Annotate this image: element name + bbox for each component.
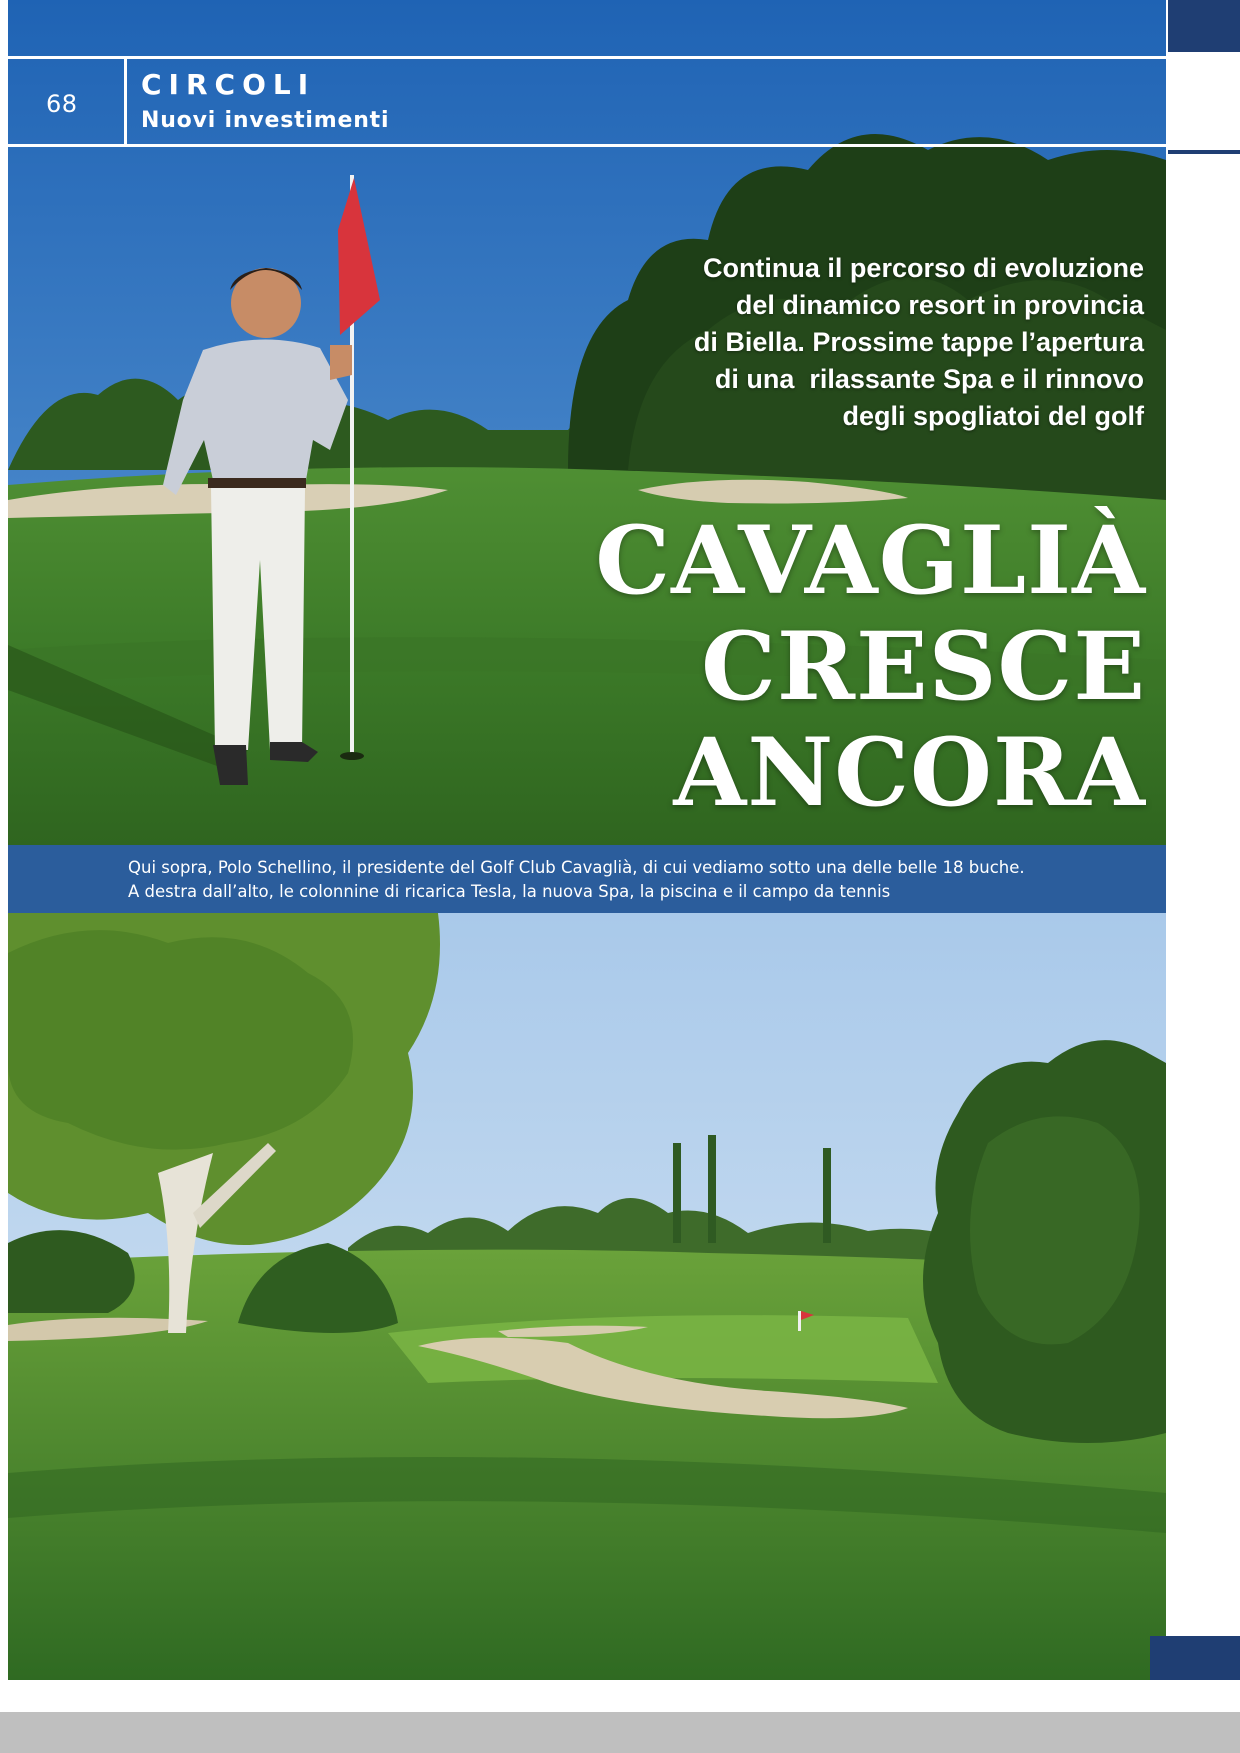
title-line: ANCORA: [673, 718, 1146, 828]
lead-line: degli spogliatoi del golf: [842, 401, 1144, 431]
header-rule-top: [8, 56, 1166, 59]
header-divider: [124, 59, 127, 144]
caption-line: A destra dall’alto, le colonnine di ricarica Tesla, la nuova Spa, la piscina e il campo da tennis: [128, 882, 891, 901]
bottom-photo-golf-hole: [8, 913, 1166, 1680]
caption-line: Qui sopra, Polo Schellino, il presidente del Golf Club Cavaglià, di cui vediamo sotto una delle belle 18 buche.: [128, 858, 1025, 877]
scan-border: [0, 1712, 1240, 1753]
header-rule-bottom: [8, 144, 1166, 147]
facing-page-rule: [1168, 150, 1240, 154]
title-line: CAVAGLIÀ: [595, 506, 1146, 616]
photo-caption: [128, 856, 1158, 904]
lead-line: di una rilassante Spa e il rinnovo: [714, 364, 1144, 394]
facing-page-corner: [1150, 1636, 1240, 1680]
article-title: [595, 508, 1146, 826]
section-subtitle: Nuovi investimenti: [141, 108, 390, 133]
title-line: CRESCE: [701, 612, 1146, 722]
magazine-page: [8, 0, 1166, 1680]
section-label: CIRCOLI: [141, 68, 316, 101]
lead-line: Continua il percorso di evoluzione: [702, 253, 1144, 283]
facing-page-edge: [1168, 0, 1240, 52]
article-lead: [584, 250, 1144, 435]
page-number: 68: [46, 90, 78, 118]
lead-line: del dinamico resort in provincia: [735, 290, 1144, 320]
lead-line: di Biella. Prossime tappe l’apertura: [693, 327, 1144, 357]
